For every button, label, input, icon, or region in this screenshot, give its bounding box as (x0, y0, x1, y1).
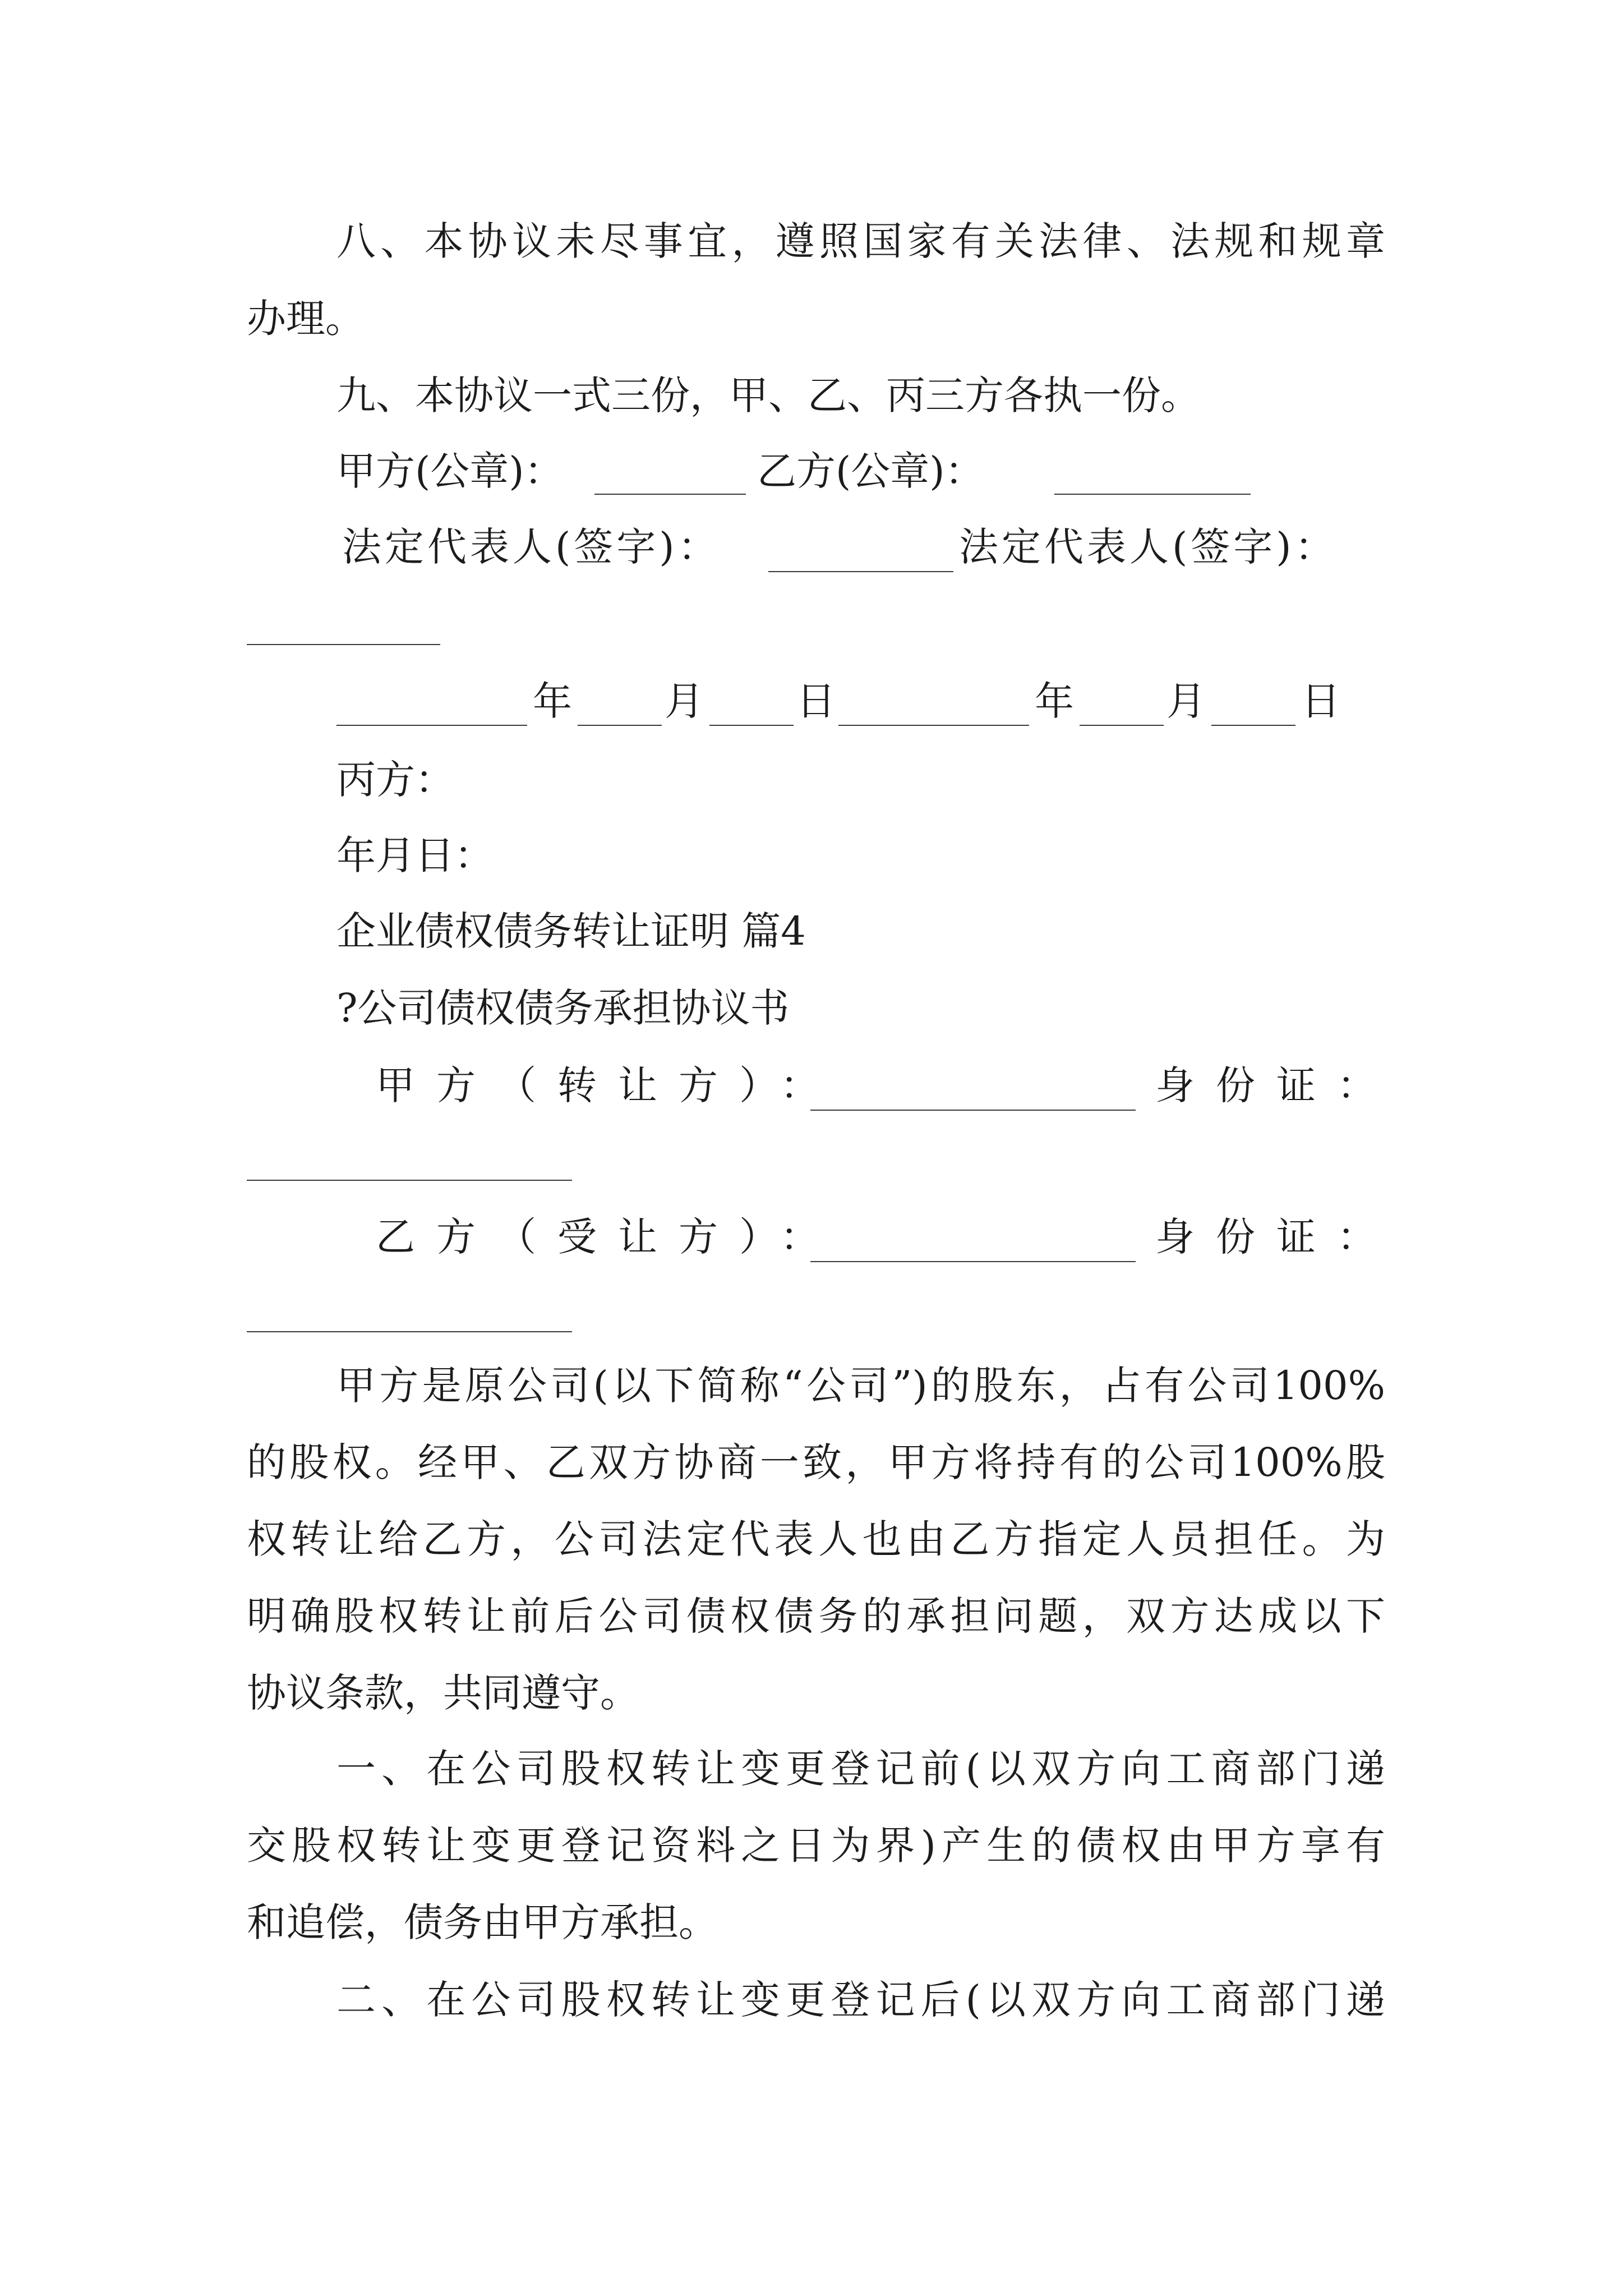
party-b-year-label: 年 (1035, 678, 1074, 724)
section-heading: 企业债权债务转让证明 篇4 (336, 908, 806, 954)
clause-1-line-3: 和追偿，债务由甲方承担。 (247, 1899, 718, 1945)
paragraph-1-line-5: 协议条款，共同遵守。 (247, 1670, 639, 1716)
paragraph-1-line-1: 甲方是原公司(以下简称“公司”)的股东，占有公司100% (336, 1363, 1385, 1409)
clause-9: 九、本协议一式三份，甲、乙、丙三方各执一份。 (336, 372, 1200, 418)
party-b-seal-label: 乙方(公章)： (757, 448, 984, 494)
party-b-year-blank (838, 725, 1029, 726)
party-b-day-label: 日 (1301, 678, 1340, 724)
transferee-label: 乙方（受让方）： (376, 1214, 841, 1260)
transferor-id-blank (247, 1180, 572, 1181)
paragraph-1-line-4: 明确股权转让前后公司债权债务的承担问题，双方达成以下 (247, 1593, 1385, 1639)
party-b-seal-blank (1054, 494, 1251, 495)
date-label: 年月日： (336, 832, 494, 878)
paragraph-1-line-2: 的股权。经甲、乙双方协商一致，甲方将持有的公司100%股 (247, 1439, 1385, 1485)
clause-8-line-1: 八、本协议未尽事宜，遵照国家有关法律、法规和规章 (336, 218, 1385, 264)
party-c-label: 丙方： (336, 757, 454, 803)
clause-8-line-2: 办理。 (247, 296, 365, 342)
transferee-name-blank (810, 1261, 1136, 1262)
party-a-seal-blank (594, 494, 746, 495)
transferee-id-blank (247, 1331, 572, 1332)
party-b-month-label: 月 (1166, 678, 1206, 724)
party-b-month-blank (1080, 725, 1164, 726)
transferor-name-blank (810, 1110, 1136, 1111)
clause-2-line-1: 二、在公司股权转让变更登记后(以双方向工商部门递 (336, 1977, 1385, 2023)
party-a-legal-rep-label: 法定代表人(签字)： (342, 524, 721, 570)
party-b-legal-rep-label: 法定代表人(签字)： (959, 524, 1338, 570)
agreement-title: ?公司债权债务承担协议书 (336, 985, 790, 1031)
party-b-day-blank (1211, 725, 1295, 726)
clause-1-line-2: 交股权转让变更登记资料之日为界)产生的债权由甲方享有 (247, 1823, 1385, 1869)
party-a-month-blank (578, 725, 662, 726)
transferor-id-label: 身份证： (1155, 1062, 1398, 1108)
party-b-legal-rep-blank (247, 644, 440, 645)
party-a-day-label: 日 (796, 678, 836, 724)
paragraph-1-line-3: 权转让给乙方，公司法定代表人也由乙方指定人员担任。为 (247, 1516, 1385, 1562)
transferee-id-label: 身份证： (1155, 1214, 1398, 1260)
party-a-seal-label: 甲方(公章)： (336, 448, 564, 494)
party-a-year-blank (336, 725, 527, 726)
clause-1-line-1: 一、在公司股权转让变更登记前(以双方向工商部门递 (336, 1746, 1385, 1792)
party-a-year-label: 年 (533, 678, 572, 724)
party-a-month-label: 月 (665, 678, 704, 724)
transferor-label: 甲方（转让方）： (376, 1062, 841, 1108)
party-a-day-blank (709, 725, 794, 726)
party-a-legal-rep-blank (768, 571, 953, 572)
